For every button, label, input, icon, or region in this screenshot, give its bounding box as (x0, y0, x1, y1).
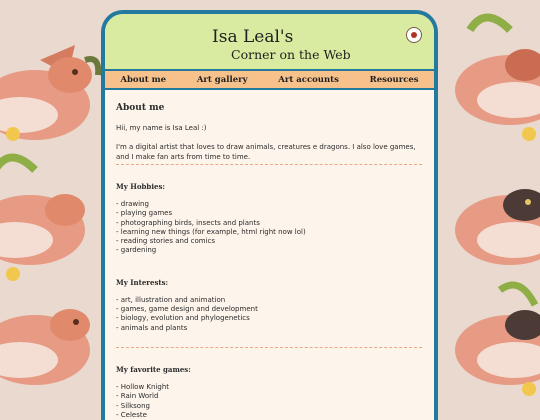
list-item: - gardening (116, 246, 157, 255)
wolf-illustration (440, 150, 540, 280)
list-item: - Celeste (116, 410, 147, 419)
hobbies-list (116, 200, 422, 256)
list-item: - Rain World (116, 392, 159, 401)
games-list (116, 383, 422, 420)
section-divider (116, 164, 422, 165)
list-item: - games, game design and development (116, 305, 258, 314)
list-item: - reading stories and comics (116, 237, 216, 246)
interests-heading: My Interests: (116, 277, 169, 287)
site-title: Isa Leal's (212, 27, 294, 47)
list-item: - Silksong (116, 401, 150, 410)
wolf-illustration (0, 150, 100, 280)
site-subtitle: Corner on the Web (231, 47, 351, 62)
flower-badge-icon[interactable] (406, 27, 422, 43)
hobbies-heading: My Hobbies: (116, 182, 165, 191)
nav-resources[interactable]: Resources (369, 74, 419, 85)
games-heading: My favorite games: (116, 364, 191, 374)
hobbies-section (116, 182, 422, 256)
list-item: - animals and plants (116, 323, 188, 332)
wolf-illustration (440, 10, 540, 140)
section-divider (116, 347, 422, 348)
nav-art-gallery[interactable]: Art gallery (196, 74, 248, 85)
nav-about-me[interactable]: About me (120, 74, 167, 85)
nav-art-accounts[interactable]: Art accounts (278, 74, 339, 85)
main-content (105, 90, 434, 420)
about-intro: Hii, my name is Isa Leal :) (116, 124, 207, 132)
nav-bar (105, 71, 434, 90)
list-item: - playing games (116, 209, 173, 218)
flower-icon (520, 125, 538, 143)
list-item: - biology, evolution and phylogenetics (116, 314, 250, 323)
list-item: - drawing (116, 200, 149, 208)
card-inner (105, 14, 434, 420)
about-bio: I'm a digital artist that loves to draw animals, creatures e dragons. I also love games, and I make fan arts from time to time. (116, 143, 416, 161)
games-section (116, 365, 422, 420)
site-header (105, 14, 434, 71)
about-heading: About me (116, 103, 165, 113)
list-item: - learning new things (for example, html right now lol) (116, 227, 306, 236)
flower-icon (520, 380, 538, 398)
list-item: - Hollow Knight (116, 382, 170, 391)
main-card (101, 10, 438, 420)
list-item: - art, illustration and animation (116, 295, 226, 304)
interests-section (116, 278, 422, 333)
interests-list (116, 296, 422, 333)
flower-icon (4, 265, 22, 283)
list-item: - photographing birds, insects and plants (116, 218, 260, 227)
flower-icon (4, 125, 22, 143)
wolf-illustration (0, 280, 105, 405)
